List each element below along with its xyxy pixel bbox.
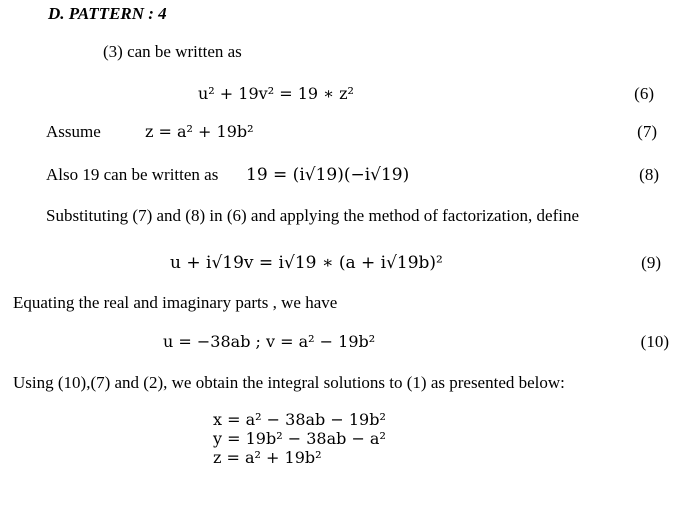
- substituting-text: Substituting (7) and (8) in (6) and applying the method of factorization, define: [46, 206, 580, 225]
- equation-number-9: (9): [641, 253, 661, 272]
- using-text: Using (10),(7) and (2), we obtain the integral solutions to (1) as presented below:: [13, 373, 565, 392]
- equation-8: 19 = (i√19)(−i√19): [246, 165, 410, 185]
- section-heading: D. PATTERN : 4: [48, 4, 167, 23]
- solution-y: y = 19b² − 38ab − a²: [213, 429, 386, 448]
- equation-9: u + i√19v = i√19 ∗ (a + i√19b)²: [170, 253, 443, 273]
- equation-7: z = a² + 19b²: [145, 122, 254, 141]
- solution-z: z = a² + 19b²: [213, 448, 322, 467]
- equation-6: u² + 19v² = 19 ∗ z²: [198, 84, 354, 103]
- equation-number-6: (6): [634, 84, 654, 103]
- intro-text: (3) can be written as: [103, 42, 242, 61]
- assume-label: Assume: [46, 122, 101, 141]
- equation-10: u = −38ab ; v = a² − 19b²: [163, 332, 376, 351]
- equating-text: Equating the real and imaginary parts , we have: [13, 293, 338, 312]
- also-text: Also 19 can be written as: [46, 165, 219, 184]
- solution-x: x = a² − 38ab − 19b²: [213, 410, 386, 429]
- equation-number-8: (8): [639, 165, 659, 184]
- equation-number-7: (7): [637, 122, 657, 141]
- equation-number-10: (10): [640, 332, 669, 351]
